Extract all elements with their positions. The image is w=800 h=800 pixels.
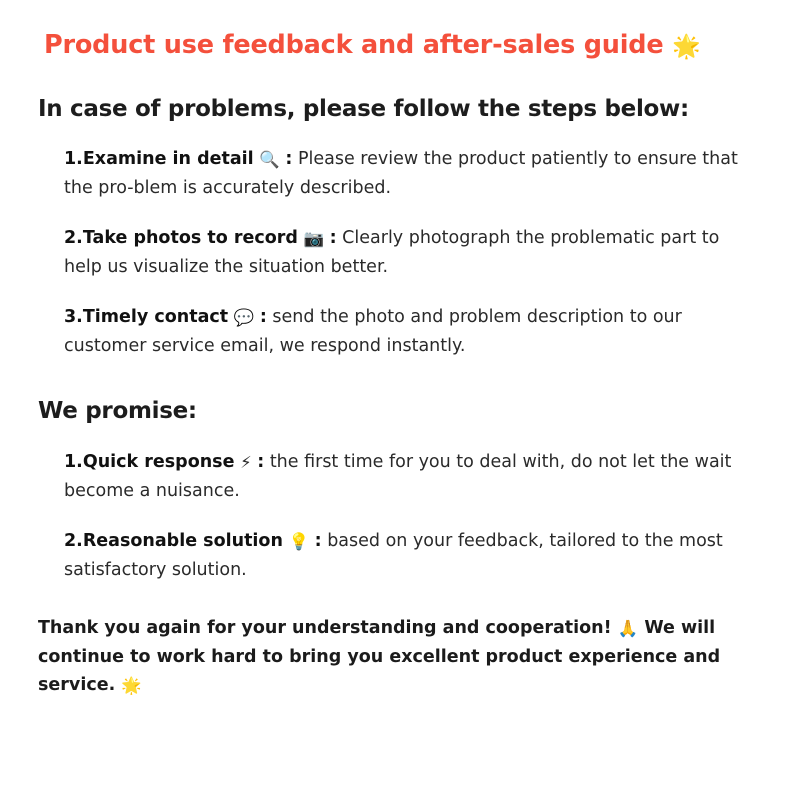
problem-step-2-body: Clearly photograph the problematic part to help us visualize the situation better. <box>64 228 720 277</box>
camera-icon: 📷 <box>303 229 325 249</box>
problem-step-1-body: Please review the product patiently to ensure that the pro-blem is accurately described. <box>64 149 738 198</box>
promise-step-1-body: the first time for you to deal with, do not let the wait become a nuisance. <box>64 451 732 501</box>
promise-step-1-lead: 1.Quick response <box>64 451 235 472</box>
sparkle-star-icon: 🌟 <box>672 34 701 60</box>
promise-section-heading: We promise: <box>38 398 197 425</box>
problem-step-1 <box>64 145 762 202</box>
problem-step-3-lead: 3.Timely contact <box>64 307 229 328</box>
problem-step-2-colon: : <box>329 228 337 249</box>
light-bulb-icon: 💡 <box>288 532 310 552</box>
page-title <box>44 30 762 62</box>
promise-step-2-body: based on your feedback, tailored to the most satisfactory solution. <box>64 531 723 580</box>
problem-step-3-body: send the photo and problem description to our customer service email, we respond instantly. <box>64 307 682 357</box>
promise-step-1 <box>64 448 762 505</box>
promise-step-2 <box>64 527 762 584</box>
problem-step-1-colon: : <box>285 149 293 170</box>
problem-step-1-lead: 1.Examine in detail <box>64 149 254 170</box>
promise-step-1-colon: : <box>257 451 265 472</box>
folded-hands-icon: 🙏 <box>617 619 639 639</box>
magnifying-glass-icon: 🔍 <box>259 150 280 170</box>
sparkle-star-icon-closing: 🌟 <box>121 676 142 696</box>
lightning-bolt-icon: ⚡ <box>240 452 252 472</box>
closing-paragraph <box>38 614 754 700</box>
promise-step-2-colon: : <box>314 531 322 552</box>
bottom-spacer <box>38 700 762 780</box>
closing-text-1: Thank you again for your understanding and cooperation! <box>38 618 612 639</box>
problem-step-2 <box>64 224 762 281</box>
problem-step-2-lead: 2.Take photos to record <box>64 228 298 249</box>
problem-step-3 <box>64 303 762 360</box>
problem-step-3-colon: : <box>259 307 267 328</box>
problems-section-heading: In case of problems, please follow the steps below: <box>38 95 689 122</box>
closing-text-2: We will continue to work hard to bring you excellent product experience and service. <box>38 618 721 696</box>
speech-balloon-icon: 💬 <box>233 308 255 328</box>
promise-step-2-lead: 2.Reasonable solution <box>64 531 283 552</box>
page-title-text: Product use feedback and after-sales guide <box>44 30 664 60</box>
